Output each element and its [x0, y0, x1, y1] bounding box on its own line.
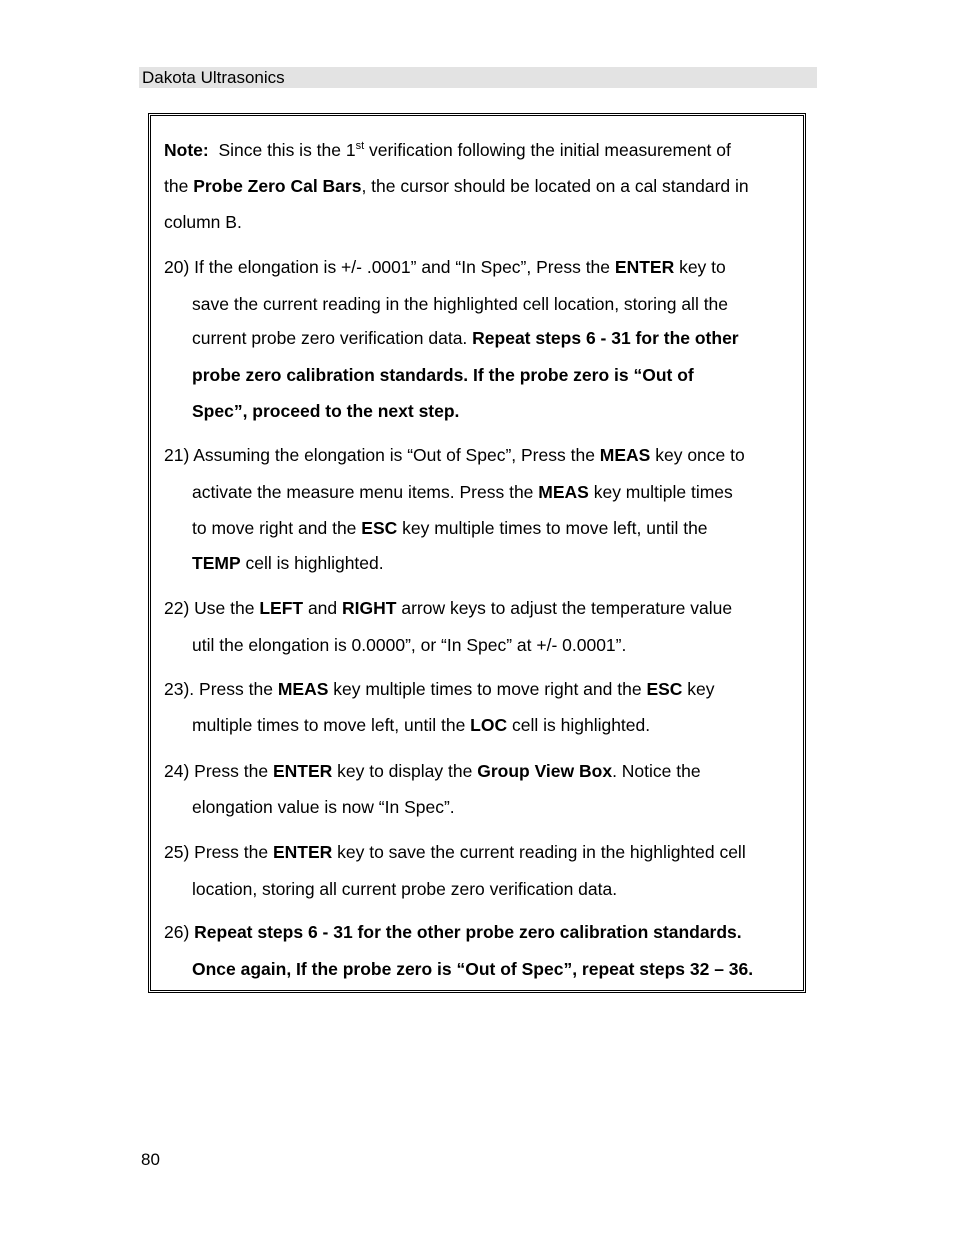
step-23-line-2: multiple times to move left, until the LOC cell is highlighted. — [192, 715, 651, 735]
step-21-line-4: TEMP cell is highlighted. — [192, 553, 384, 573]
note-line-2: the Probe Zero Cal Bars, the cursor should be located on a cal standard in — [164, 176, 749, 196]
step-22-line-1: 22) Use the LEFT and RIGHT arrow keys to adjust the temperature value — [164, 598, 733, 618]
ordinal-suffix: st — [355, 140, 365, 152]
header-title: Dakota Ultrasonics — [142, 68, 285, 87]
step-24-line-2: elongation value is now “In Spec”. — [192, 797, 455, 817]
step-26-line-2: Once again, If the probe zero is “Out of Spec”, repeat steps 32 – 36. — [192, 959, 754, 979]
note-line-3: column B. — [164, 212, 242, 232]
step-22-line-2: util the elongation is 0.0000”, or “In Spec” at +/- 0.0001”. — [192, 635, 627, 655]
running-header — [139, 67, 817, 88]
step-20-line-1: 20) If the elongation is +/- .0001” and “In Spec”, Press the ENTER key to — [164, 257, 726, 277]
step-20-line-3: current probe zero verification data. Repeat steps 6 - 31 for the other — [192, 328, 739, 348]
step-25-line-1: 25) Press the ENTER key to save the current reading in the highlighted cell — [164, 842, 746, 862]
step-23-line-1: 23). Press the MEAS key multiple times to move right and the ESC key — [164, 679, 715, 699]
step-20-line-5: Spec”, proceed to the next step. — [192, 401, 460, 421]
step-21-line-3: to move right and the ESC key multiple times to move left, until the — [192, 518, 708, 538]
page-number: 80 — [141, 1150, 160, 1169]
note-label: Note: — [164, 140, 209, 160]
note-line-1: Note: Since this is the 1st verification following the initial measurement of — [164, 140, 731, 160]
step-26-line-1: 26) Repeat steps 6 - 31 for the other probe zero calibration standards. — [164, 922, 742, 942]
step-20-line-4: probe zero calibration standards. If the probe zero is “Out of — [192, 365, 694, 385]
step-21-line-1: 21) Assuming the elongation is “Out of Spec”, Press the MEAS key once to — [164, 445, 745, 465]
step-25-line-2: location, storing all current probe zero verification data. — [192, 879, 618, 899]
step-24-line-1: 24) Press the ENTER key to display the Group View Box. Notice the — [164, 761, 701, 781]
step-20-line-2: save the current reading in the highlighted cell location, storing all the — [192, 294, 729, 314]
step-21-line-2: activate the measure menu items. Press the MEAS key multiple times — [192, 482, 733, 502]
